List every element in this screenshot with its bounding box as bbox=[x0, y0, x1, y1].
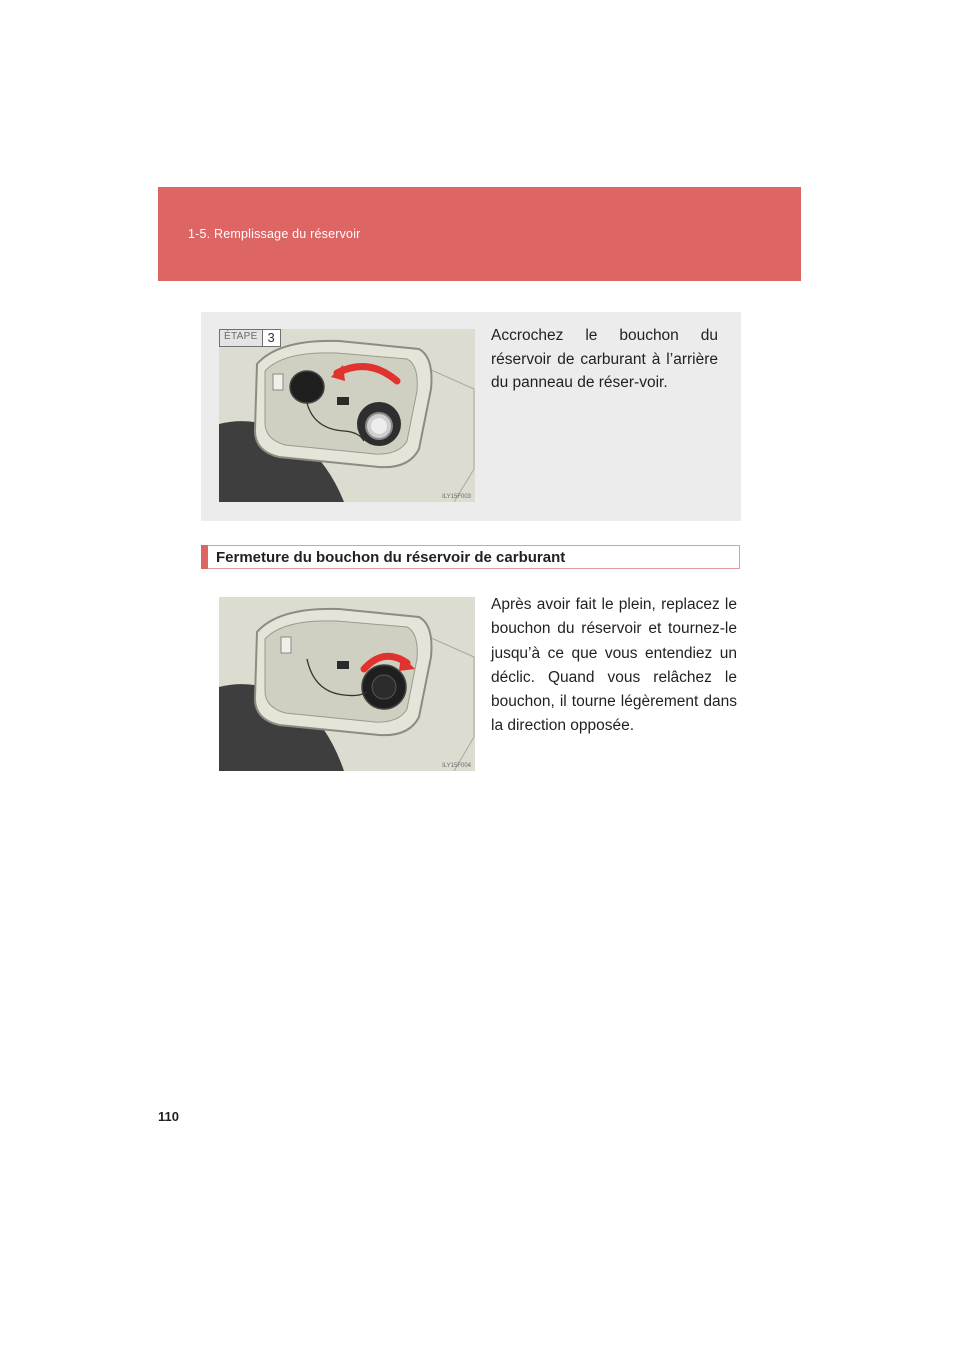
step-instruction: Accrochez le bouchon du réservoir de carburant à l’arrière du panneau de réser-voir. bbox=[491, 327, 718, 391]
step-badge bbox=[219, 329, 281, 347]
fuel-cap-hook-illustration bbox=[219, 329, 475, 502]
page-number: 110 bbox=[158, 1109, 179, 1124]
section-heading bbox=[201, 545, 740, 569]
fuel-door-open-cap-hooked-image bbox=[219, 329, 475, 502]
figure-code: ILY15F004 bbox=[442, 763, 471, 769]
fuel-cap-tighten-image bbox=[219, 597, 475, 771]
step-badge-label: ÉTAPE bbox=[220, 330, 263, 346]
fuel-cap-close-illustration bbox=[219, 597, 475, 771]
figure-code: ILY15F003 bbox=[442, 494, 471, 500]
section-heading-bar bbox=[201, 545, 208, 569]
section-heading-title: Fermeture du bouchon du réservoir de carburant bbox=[216, 549, 566, 566]
section-body-text: Après avoir fait le plein, replacez le bouchon du réservoir et tournez-le jusqu’à ce que vous entendiez un déclic. Quand vous relâchez le bouchon, il tourne légèrement dans la direction opposée. bbox=[491, 596, 737, 735]
step-badge-number: 3 bbox=[267, 330, 275, 345]
chapter-header bbox=[158, 187, 801, 281]
chapter-title: 1-5. Remplissage du réservoir bbox=[188, 227, 361, 241]
